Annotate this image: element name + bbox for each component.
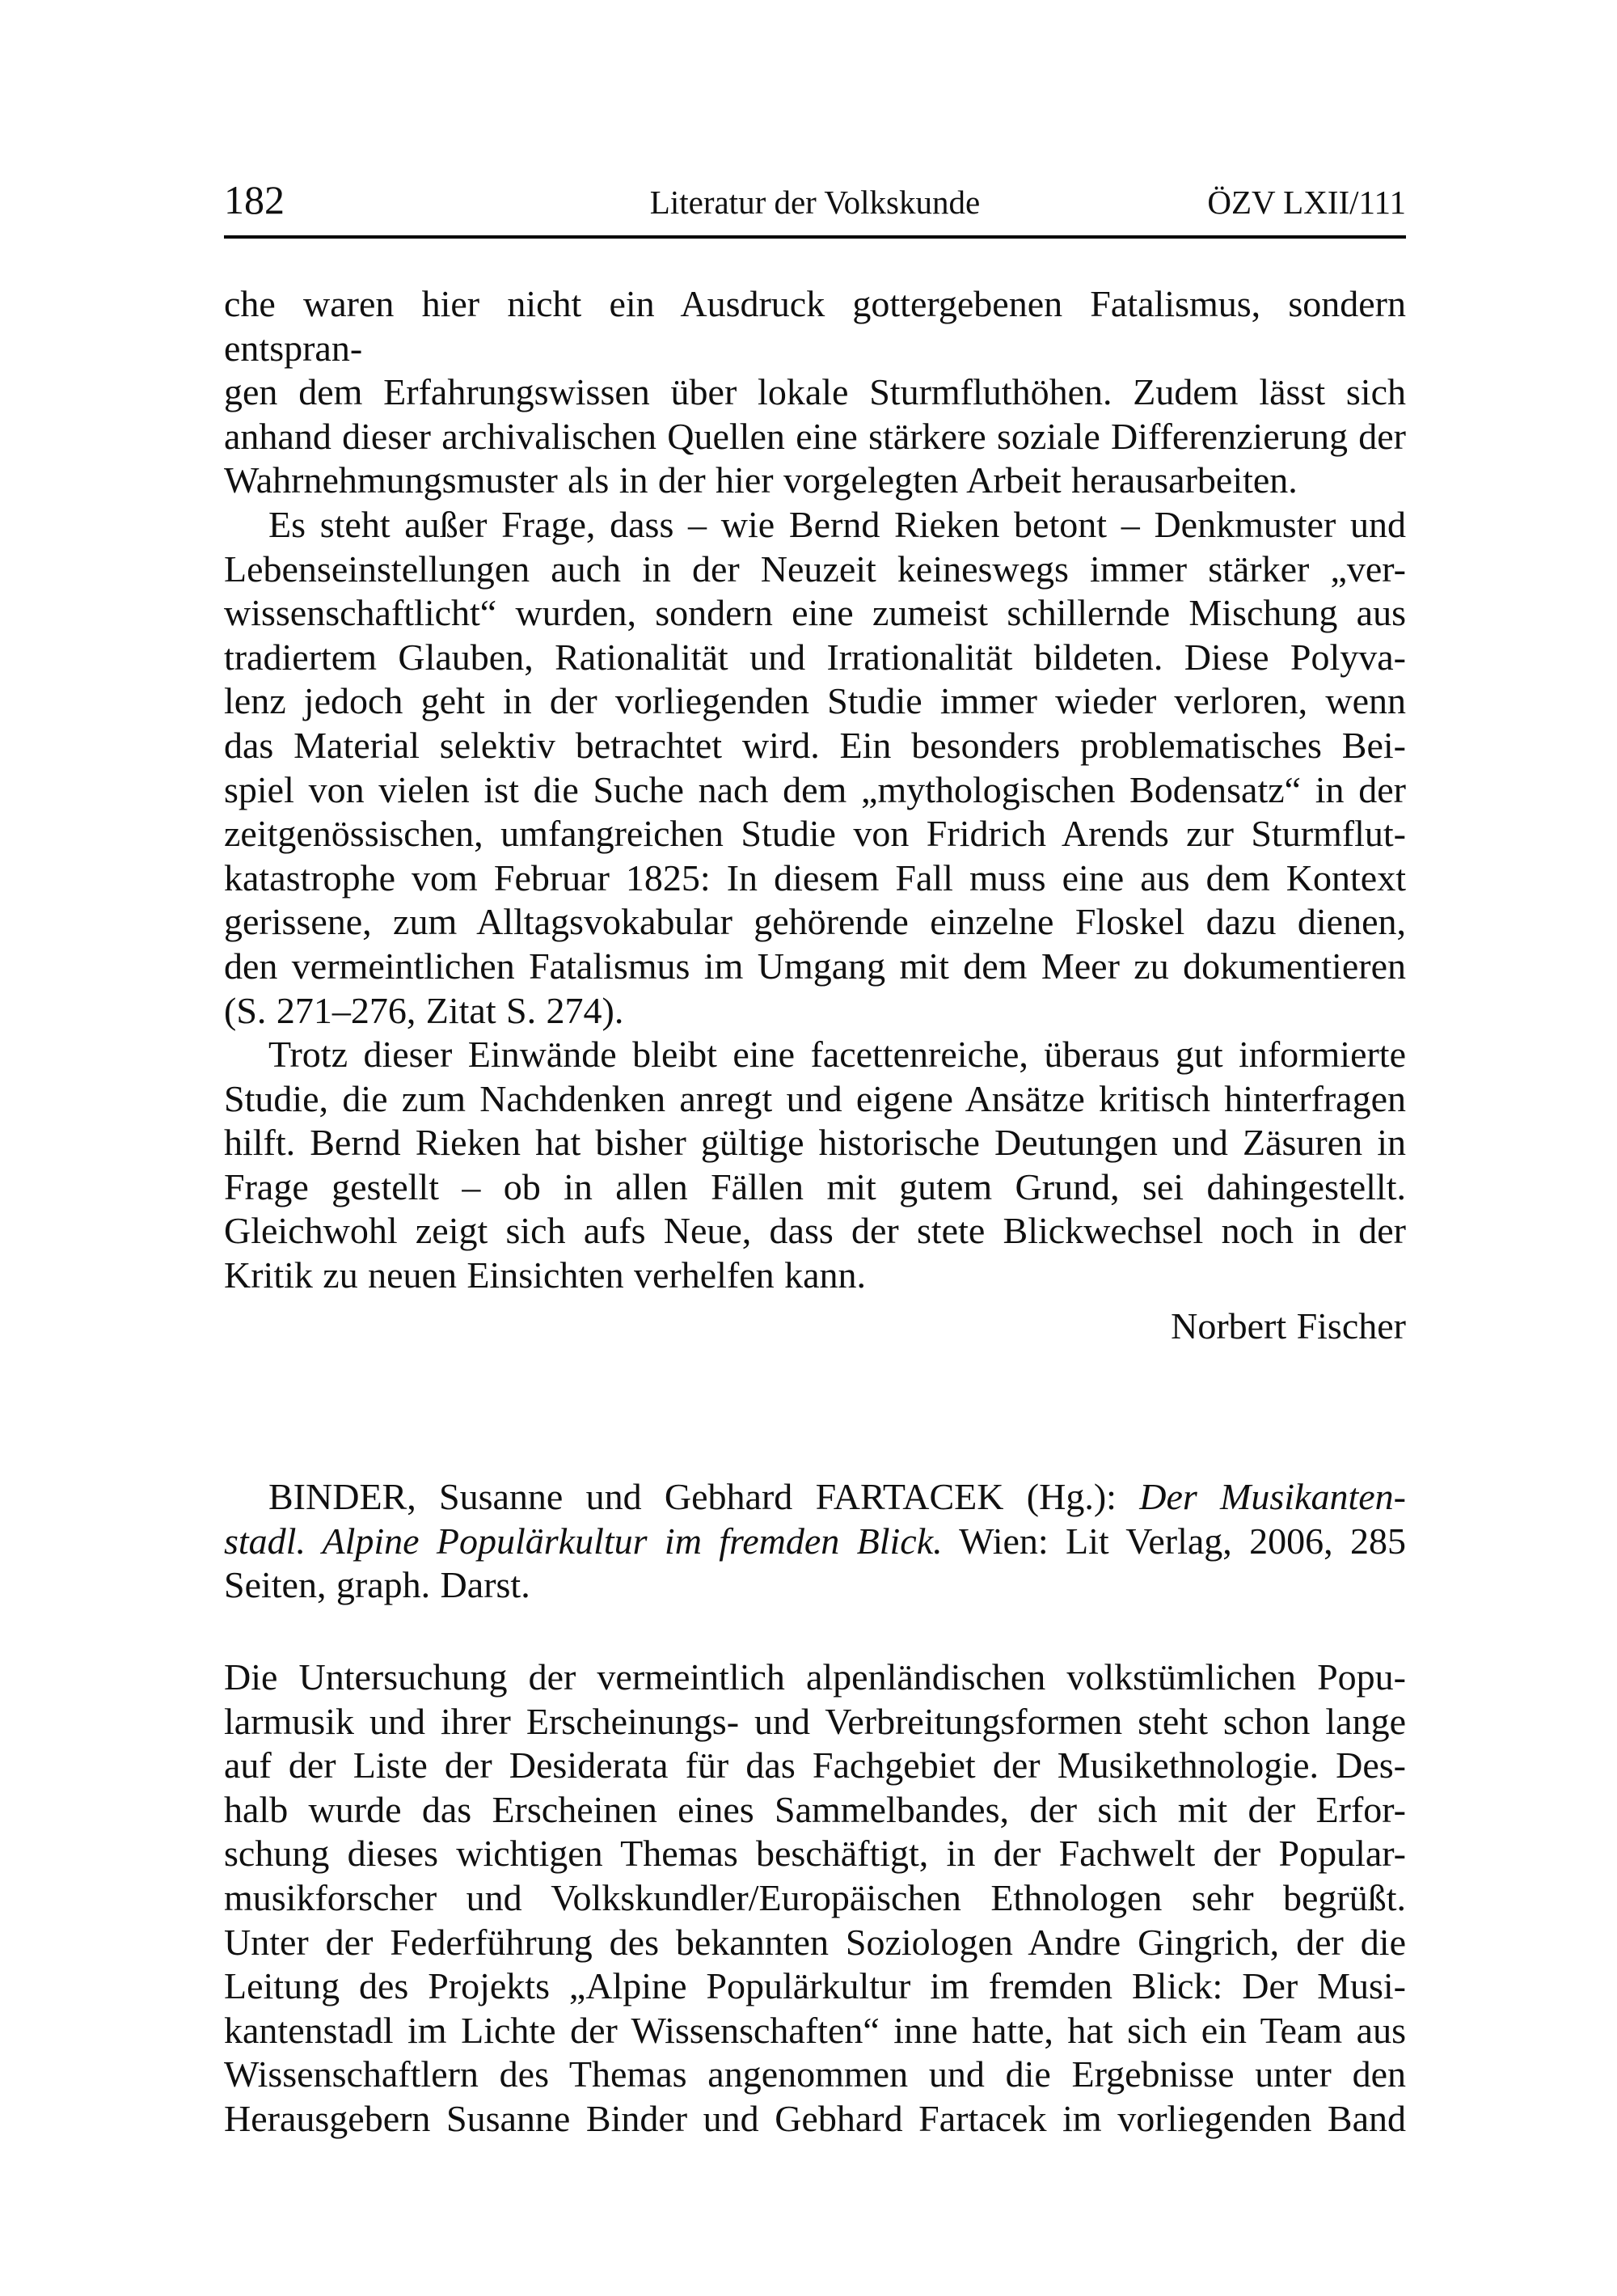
- text-segment: Die Untersuchung der vermeintlich alpenländischen volkstümlichen Popu-: [224, 1656, 1406, 1698]
- text-segment: den vermeintlichen Fatalismus im Umgang mit dem Meer zu dokumentieren: [224, 945, 1406, 987]
- text-segment: auf der Liste der Desiderata für das Fachgebiet der Musikethnologie. Des-: [224, 1744, 1406, 1786]
- text-line: [224, 1121, 1406, 1165]
- page-number: 182: [224, 177, 285, 222]
- text-line: [224, 1077, 1406, 1122]
- page-body: [224, 282, 1406, 2142]
- signature: [224, 1304, 1406, 1349]
- review-heading: [224, 1475, 1406, 1608]
- text-segment: Kritik zu neuen Einsichten verhelfen kann.: [224, 1254, 866, 1296]
- text-segment: Wahrnehmungsmuster als in der hier vorgelegten Arbeit herausarbeiten.: [224, 459, 1298, 501]
- text-line: [224, 503, 1406, 548]
- text-line: [224, 812, 1406, 856]
- text-line: [224, 724, 1406, 768]
- text-line: [224, 1788, 1406, 1833]
- text-segment: Frage gestellt – ob in allen Fällen mit gutem Grund, sei dahingestellt.: [224, 1165, 1406, 1207]
- text-segment: Seiten, graph. Darst.: [224, 1564, 530, 1606]
- text-line: [224, 2009, 1406, 2053]
- text-line: [224, 989, 1406, 1034]
- running-title: Literatur der Volkskunde: [649, 184, 981, 221]
- text-segment: Wien: Lit Verlag, 2006, 285: [942, 1520, 1406, 1562]
- text-segment: hilft. Bernd Rieken hat bisher gültige historische Deutungen und Zäsuren in: [224, 1122, 1406, 1164]
- text-segment: Lebenseinstellungen auch in der Neuzeit keineswegs immer stärker „ver-: [224, 548, 1406, 590]
- text-segment: anhand dieser archivalischen Quellen eine stärkere soziale Differenzierung der: [224, 415, 1406, 457]
- text-segment: musikforscher und Volkskundler/Europäischen Ethnologen sehr begrüßt.: [224, 1877, 1406, 1918]
- text-line: [224, 2053, 1406, 2097]
- text-line: [224, 2097, 1406, 2142]
- text-segment: zeitgenössischen, umfangreichen Studie von Fridrich Arends zur Sturmflut-: [224, 813, 1406, 855]
- text-line: [224, 1475, 1406, 1520]
- para-continuation: [224, 282, 1406, 503]
- text-segment: Es steht außer Frage, dass – wie Bernd Rieken betont – Denkmuster und: [268, 503, 1406, 545]
- text-segment: larmusik und ihrer Erscheinungs- und Verbreitungsformen steht schon lange: [224, 1700, 1406, 1742]
- text-segment: katastrophe vom Februar 1825: In diesem Fall muss eine aus dem Kontext: [224, 856, 1406, 899]
- header-rule: [224, 235, 1406, 239]
- text-line: [224, 636, 1406, 680]
- text-segment: lenz jedoch geht in der vorliegenden Studie immer wieder verloren, wenn: [224, 680, 1406, 722]
- text-segment: che waren hier nicht ein Ausdruck gottergebenen Fatalismus, sondern entspran-: [224, 283, 1406, 369]
- text-segment: kantenstadl im Lichte der Wissenschaften“ inne hatte, hat sich ein Team aus: [224, 2009, 1406, 2051]
- text-line: [224, 1876, 1406, 1921]
- text-line: [224, 1304, 1406, 1349]
- text-line: [224, 370, 1406, 415]
- text-line: [224, 900, 1406, 945]
- text-segment: Trotz dieser Einwände bleibt eine facettenreiche, überaus gut informierte: [268, 1034, 1406, 1076]
- text-segment: Herausgebern Susanne Binder und Gebhard Fartacek im vorliegenden Band: [224, 2097, 1406, 2139]
- journal-issue: ÖZV LXII/111: [1207, 184, 1406, 221]
- text-line: [224, 1520, 1406, 1564]
- text-segment: Unter der Federführung des bekannten Soziologen Andre Gingrich, der die: [224, 1921, 1406, 1963]
- text-segment: wissenschaftlicht“ wurden, sondern eine zumeist schillernde Mischung aus: [224, 592, 1406, 634]
- text-line: [224, 1254, 1406, 1298]
- text-line: [224, 1832, 1406, 1876]
- italic-text-segment: Der Musikanten-: [1139, 1476, 1406, 1518]
- text-segment: gen dem Erfahrungswissen über lokale Sturmfluthöhen. Zudem lässt sich: [224, 371, 1406, 413]
- text-line: [224, 768, 1406, 813]
- text-line: [224, 282, 1406, 370]
- text-line: [224, 679, 1406, 724]
- text-line: [224, 1700, 1406, 1744]
- text-segment: Gleichwohl zeigt sich aufs Neue, dass der stete Blickwechsel noch in der: [224, 1210, 1406, 1252]
- text-segment: Wissenschaftlern des Themas angenommen und die Ergebnisse unter den: [224, 2053, 1406, 2095]
- text-segment: tradiertem Glauben, Rationalität und Irrationalität bildeten. Diese Polyva-: [224, 636, 1406, 678]
- text-line: [224, 856, 1406, 901]
- text-line: [224, 1165, 1406, 1210]
- para-2: [224, 503, 1406, 1033]
- text-segment: (S. 271–276, Zitat S. 274).: [224, 989, 624, 1031]
- text-line: [224, 1209, 1406, 1254]
- review-body: [224, 1655, 1406, 2142]
- text-line: [224, 1563, 1406, 1608]
- text-line: [224, 1744, 1406, 1788]
- text-line: [224, 548, 1406, 592]
- text-segment: spiel von vielen ist die Suche nach dem „mythologischen Bodensatz“ in der: [224, 768, 1406, 810]
- text-line: [224, 1033, 1406, 1077]
- text-segment: BINDER, Susanne und Gebhard FARTACEK (Hg.):: [268, 1476, 1140, 1518]
- text-segment: schung dieses wichtigen Themas beschäftigt, in der Fachwelt der Popular-: [224, 1833, 1406, 1875]
- text-line: [224, 1964, 1406, 2009]
- text-segment: das Material selektiv betrachtet wird. Ein besonders problematisches Bei-: [224, 724, 1406, 766]
- running-header: [224, 177, 1406, 222]
- text-line: [224, 591, 1406, 636]
- text-line: [224, 1655, 1406, 1700]
- italic-text-segment: stadl. Alpine Populärkultur im fremden Blick.: [224, 1520, 943, 1562]
- text-segment: Norbert Fischer: [1171, 1304, 1406, 1347]
- text-line: [224, 459, 1406, 503]
- text-segment: Leitung des Projekts „Alpine Populärkultur im fremden Blick: Der Musi-: [224, 1965, 1406, 2007]
- text-segment: gerissene, zum Alltagsvokabular gehörende einzelne Floskel dazu dienen,: [224, 901, 1406, 943]
- text-line: [224, 415, 1406, 459]
- text-segment: halb wurde das Erscheinen eines Sammelbandes, der sich mit der Erfor-: [224, 1788, 1406, 1830]
- text-segment: Studie, die zum Nachdenken anregt und eigene Ansätze kritisch hinterfragen: [224, 1077, 1406, 1119]
- para-3: [224, 1033, 1406, 1298]
- text-line: [224, 945, 1406, 989]
- text-line: [224, 1921, 1406, 1965]
